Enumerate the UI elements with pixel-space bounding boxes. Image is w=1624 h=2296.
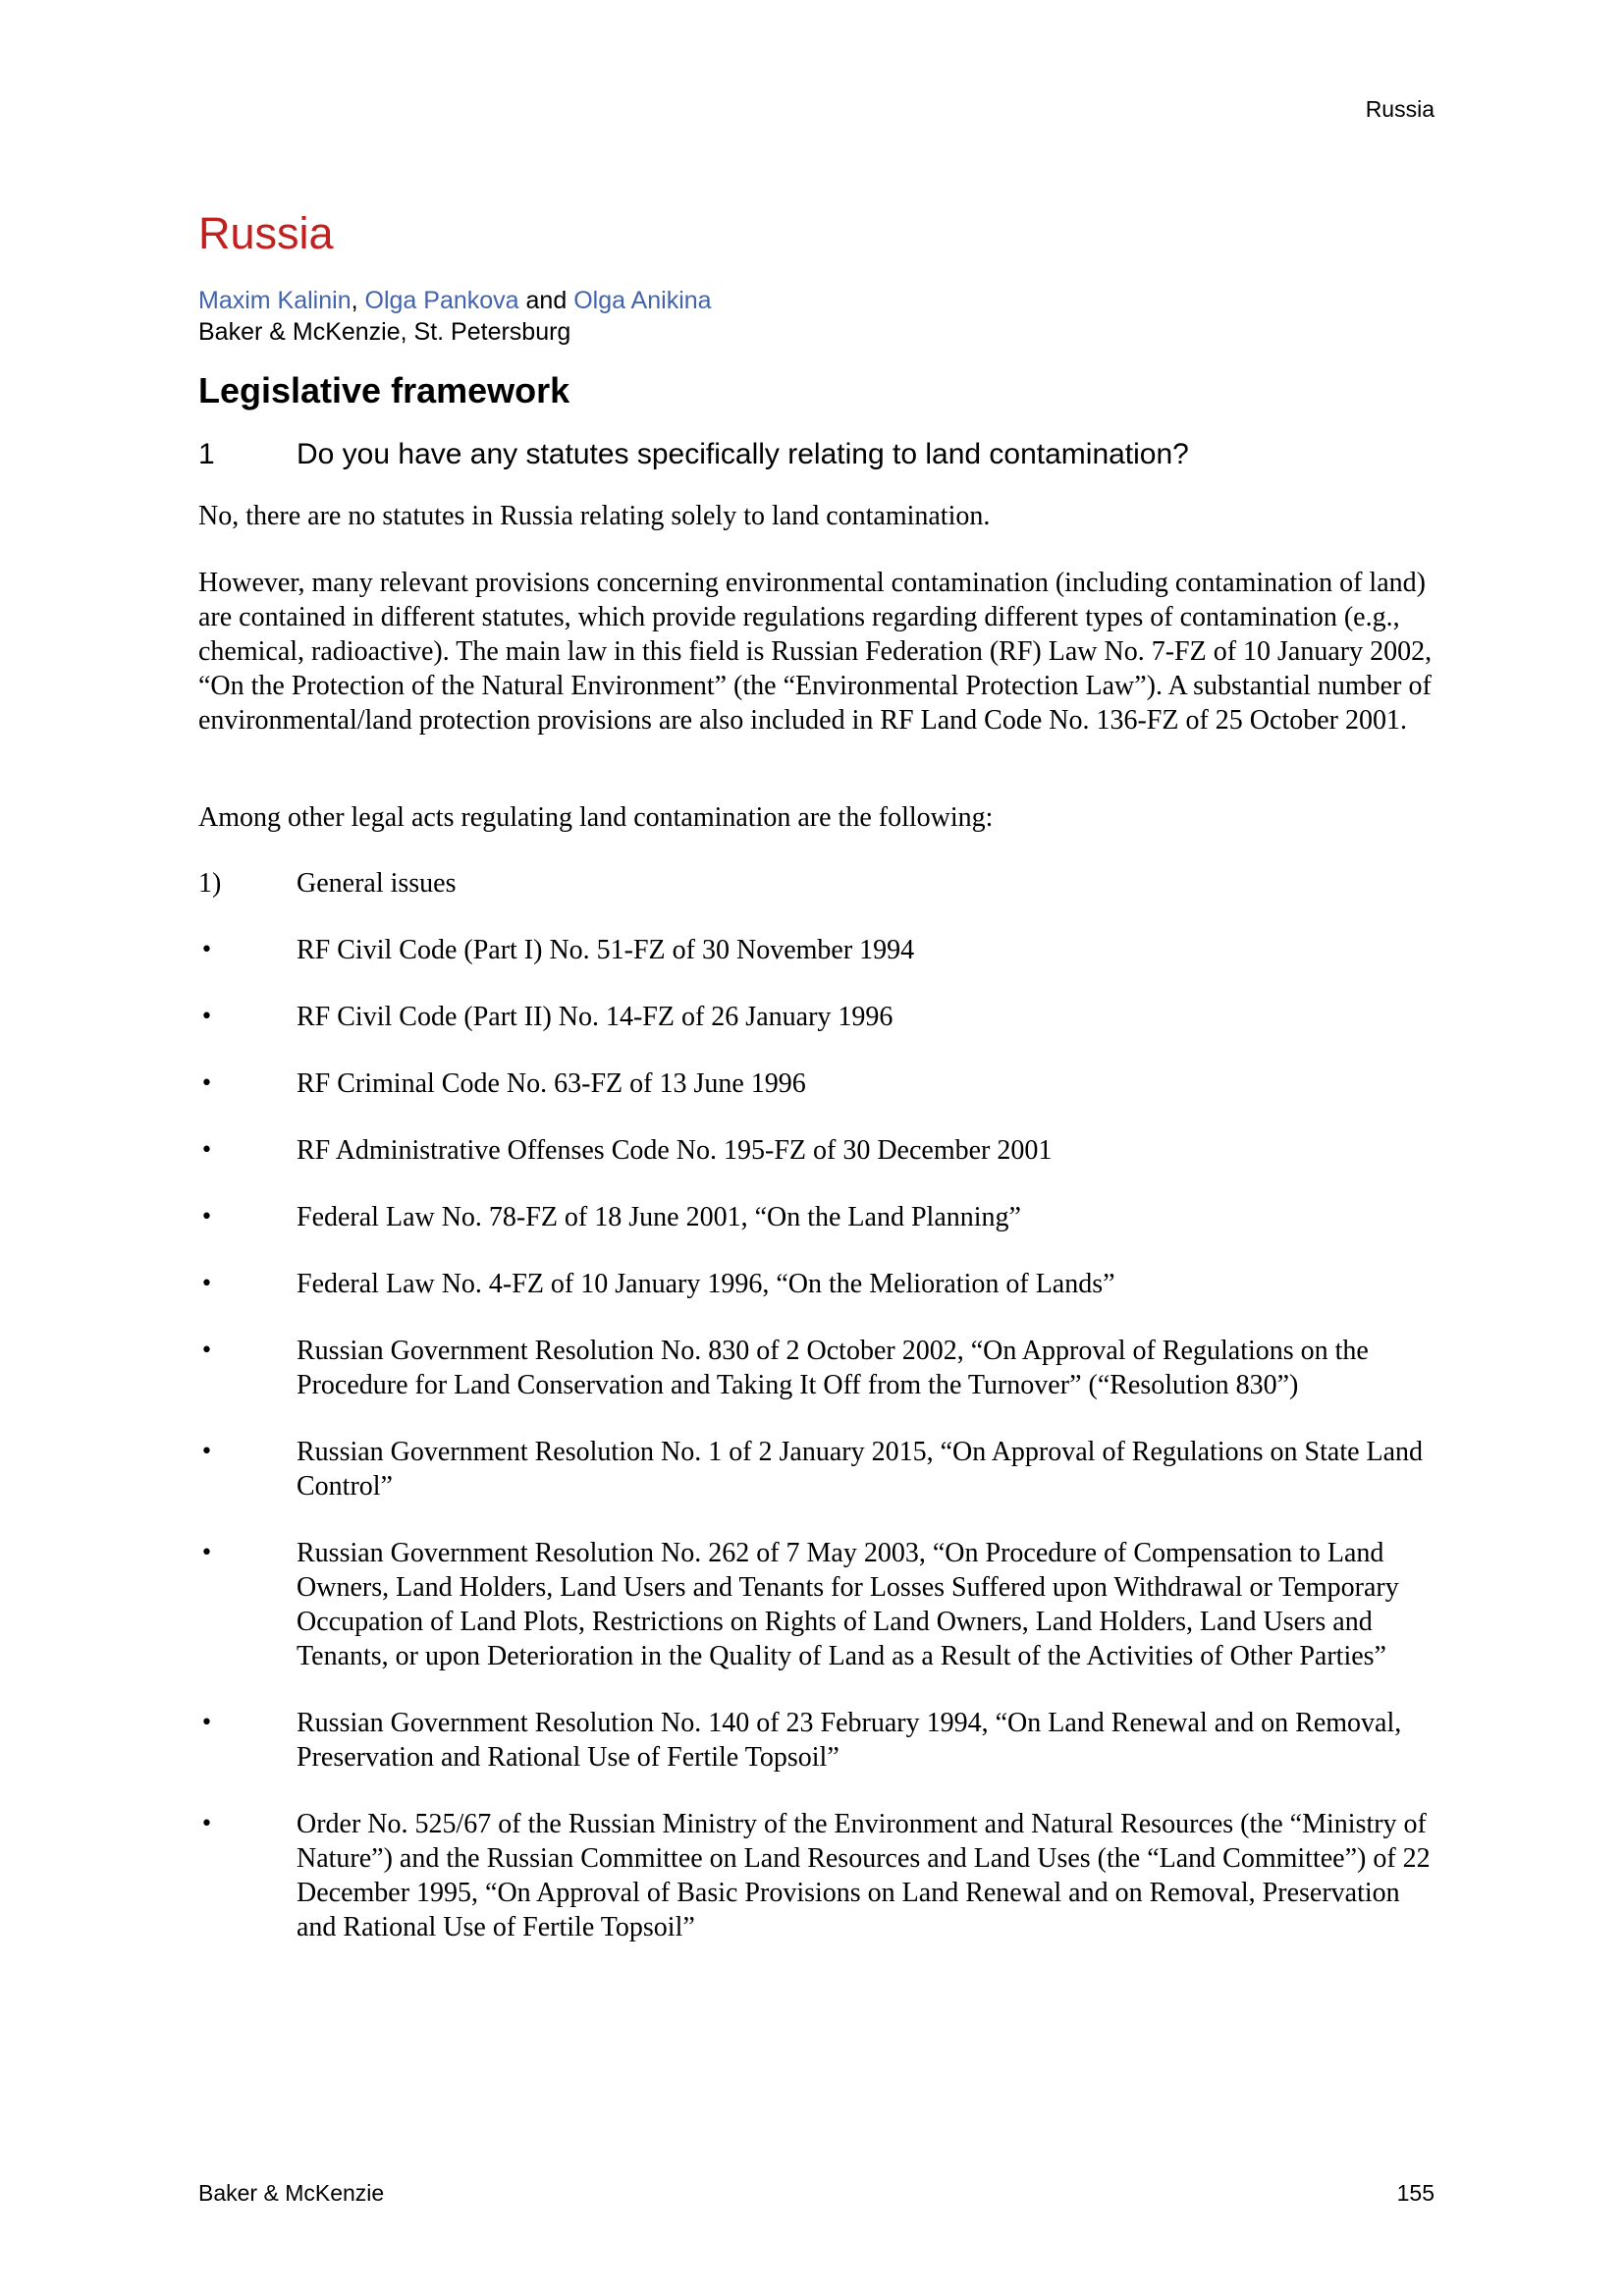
author-name[interactable]: Olga Pankova	[364, 287, 519, 314]
bullet-icon: •	[200, 1005, 213, 1029]
numbered-item-number: 1)	[198, 868, 222, 899]
author-name[interactable]: Maxim Kalinin	[198, 287, 352, 314]
author-name[interactable]: Olga Anikina	[573, 287, 712, 314]
bullet-icon: •	[200, 1138, 213, 1163]
paragraph: No, there are no statutes in Russia relating solely to land contamination.	[198, 501, 991, 531]
question-heading	[198, 438, 1189, 471]
bullet-icon: •	[200, 1205, 213, 1230]
list-item-text: Russian Government Resolution No. 1 of 2 January 2015, “On Approval of Regulations on State Land Control”	[297, 1437, 1424, 1502]
bullet-icon: •	[200, 1541, 213, 1565]
bullet-icon: •	[200, 1339, 213, 1363]
bullet-icon: •	[200, 1071, 213, 1096]
list-item-text: RF Administrative Offenses Code No. 195-FZ of 30 December 2001	[297, 1135, 1053, 1166]
list-item-text: Order No. 525/67 of the Russian Ministry of the Environment and Natural Resources (the “Ministry of Nature”) and the Russian Committee on Land Resources and Land Uses (the “Land Committee”) of 22 December 1995, “On Approval of Basic Provisions on Land Renewal and on Removal, Preservation and Rational Use of Fertile Topsoil”	[297, 1809, 1431, 1942]
bullet-icon: •	[200, 1711, 213, 1735]
list-item	[198, 1435, 1435, 1503]
section-heading: Legislative framework	[198, 370, 570, 410]
list-item	[198, 1066, 1435, 1101]
bullet-icon: •	[200, 1812, 213, 1836]
list-item	[198, 1807, 1435, 1944]
author-separator: and	[525, 287, 568, 314]
author-line	[198, 287, 712, 315]
list-item-text: Russian Government Resolution No. 140 of 23 February 1994, “On Land Renewal and on Removal, Preservation and Rational Use of Fertile Topsoil”	[297, 1708, 1402, 1773]
chapter-title: Russia	[198, 208, 334, 258]
list-item-text: Federal Law No. 78-FZ of 18 June 2001, “On the Land Planning”	[297, 1202, 1021, 1232]
list-item	[198, 1133, 1435, 1168]
list-item	[198, 1200, 1435, 1234]
list-item	[198, 1267, 1435, 1301]
list-item-text: Russian Government Resolution No. 262 of 7 May 2003, “On Procedure of Compensation to Land Owners, Land Holders, Land Users and Tenants for Losses Suffered upon Withdrawal or Temporary Occupation of Land Plots, Restrictions on Rights of Land Owners, Land Holders, Land Users and Tenants, or upon Deterioration in the Quality of Land as a Result of the Activities of Other Parties”	[297, 1538, 1399, 1671]
page-number: 155	[1396, 2180, 1435, 2206]
question-number: 1	[198, 438, 215, 470]
paragraph: Among other legal acts regulating land contamination are the following:	[198, 802, 994, 833]
affiliation: Baker & McKenzie, St. Petersburg	[198, 318, 571, 346]
list-item	[198, 1334, 1435, 1402]
legal-acts-list	[198, 933, 1435, 1977]
list-item-text: Federal Law No. 4-FZ of 10 January 1996, “On the Melioration of Lands”	[297, 1269, 1115, 1299]
running-header: Russia	[1365, 96, 1435, 122]
list-item-text: Russian Government Resolution No. 830 of 2 October 2002, “On Approval of Regulations on the Procedure for Land Conservation and Taking It Off from the Turnover” (“Resolution 830”)	[297, 1336, 1369, 1400]
list-item	[198, 1000, 1435, 1034]
list-item-text: RF Criminal Code No. 63-FZ of 13 June 1996	[297, 1068, 806, 1099]
numbered-item-text: General issues	[297, 868, 457, 899]
footer-publisher: Baker & McKenzie	[198, 2180, 385, 2206]
bullet-icon: •	[200, 938, 213, 962]
list-item-text: RF Civil Code (Part I) No. 51-FZ of 30 November 1994	[297, 935, 915, 965]
list-item	[198, 933, 1435, 967]
paragraph: However, many relevant provisions concerning environmental contamination (including contamination of land) are contained in different statutes, which provide regulations regarding different types of contamination (e.g., chemical, radioactive). The main law in this field is Russian Federation (RF) Law No. 7-FZ of 10 January 2002, “On the Protection of the Natural Environment” (the “Environmental Protection Law”). A substantial number of environmental/land protection provisions are also included in RF Land Code No. 136-FZ of 25 October 2001.	[198, 568, 1433, 736]
author-separator: ,	[351, 287, 358, 314]
bullet-icon: •	[200, 1272, 213, 1296]
question-text: Do you have any statutes specifically relating to land contamination?	[297, 438, 1189, 470]
list-item-text: RF Civil Code (Part II) No. 14-FZ of 26 January 1996	[297, 1002, 893, 1032]
bullet-icon: •	[200, 1440, 213, 1464]
list-item	[198, 1536, 1435, 1673]
numbered-item	[198, 866, 457, 901]
list-item	[198, 1706, 1435, 1775]
